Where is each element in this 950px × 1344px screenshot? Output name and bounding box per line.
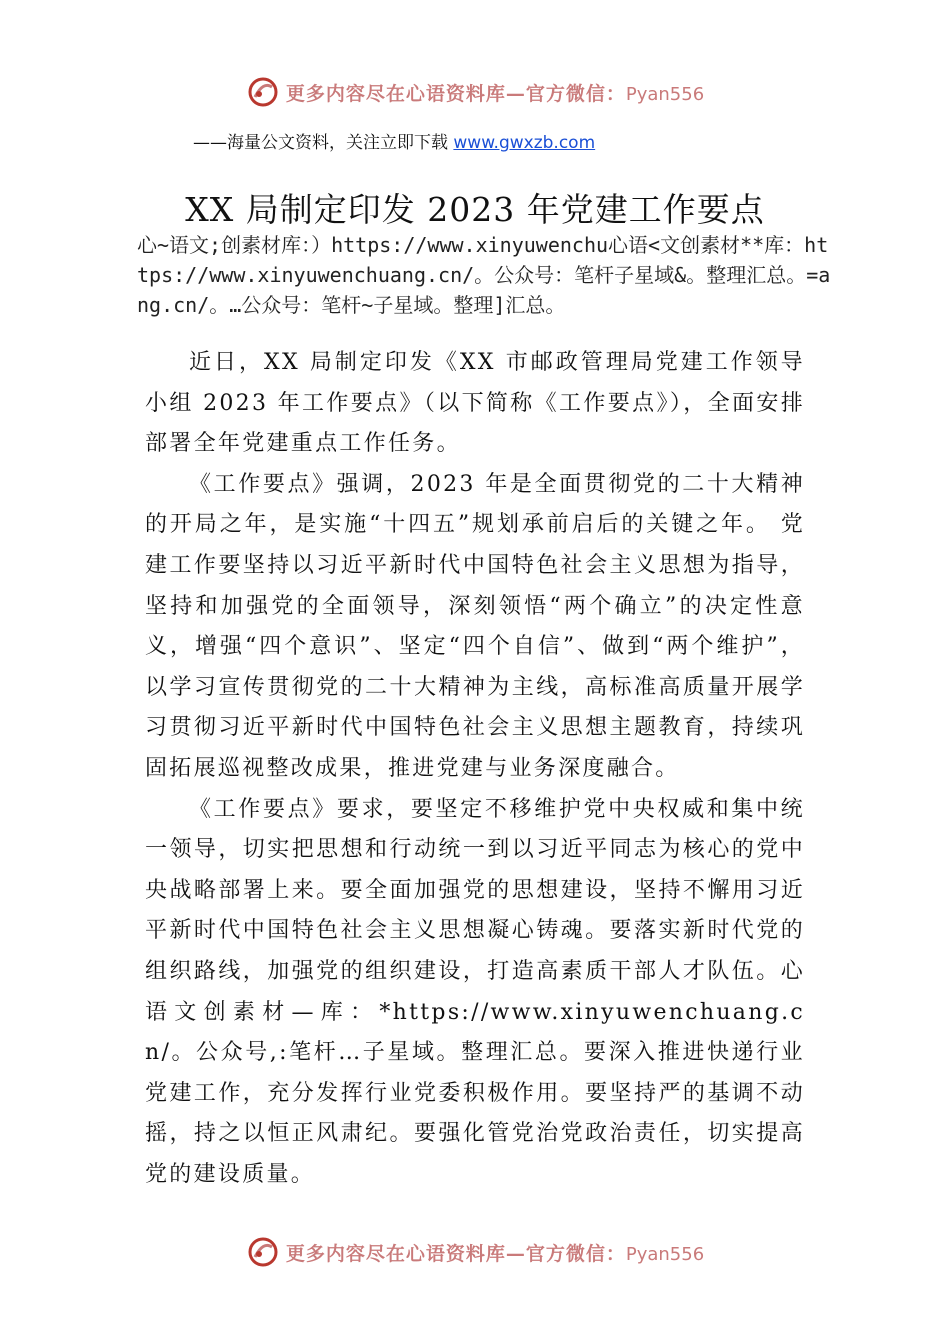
brand-logo-icon: [246, 1235, 280, 1269]
paragraph-2: 《工作要点》强调，2023 年是全面贯彻党的二十大精神的开局之年，是实施“十四五”规划承前启后的关键之年。 党建工作要坚持以习近平新时代中国特色社会主义思想为指导，坚持和加强党的全面领导，深刻领悟“两个确立”的决定性意义，增强“四个意识”、坚定“四个自信”、做到“两个维护”，以学习宣传贯彻党的二十大精神为主线，高标准高质量开展学习贯彻习近平新时代中国特色社会主义思想主题教育，持续巩固拓展巡视整改成果，推进党建与业务深度融合。: [145, 471, 805, 781]
promo-text: ——海量公文资料，关注立即下载: [193, 133, 454, 153]
website-link[interactable]: www.gwxzb.com: [453, 133, 596, 153]
promo-line: [193, 128, 793, 153]
brand-slogan: 更多内容尽在心语资料库—官方微信：Pyan556: [285, 82, 705, 105]
brand-logo-icon: [246, 75, 280, 109]
document-title: XX 局制定印发 2023 年党建工作要点: [185, 190, 765, 229]
brand-slogan: 更多内容尽在心语资料库—官方微信：Pyan556: [285, 1242, 705, 1265]
footer-brand-banner: [0, 1232, 950, 1272]
paragraph-3: 《工作要点》要求，要坚定不移维护党中央权威和集中统一领导，切实把思想和行动统一到以习近平同志为核心的党中央战略部署上来。要全面加强党的思想建设，坚持不懈用习近平新时代中国特色社会主义思想凝心铸魂。要落实新时代党的组织路线，加强党的组织建设，打造高素质干部人才队伍。心语文创素材—库：*https://www.xinyuwenchuang.cn/。公众号,:笔杆…子星域。整理汇总。要深入推进快递行业党建工作，充分发挥行业党委积极作用。要坚持严的基调不动摇，持之以恒正风肃纪。要强化管党治党政治责任，切实提高党的建设质量。: [145, 796, 805, 1187]
paragraph-1: 近日，XX 局制定印发《XX 市邮政管理局党建工作领导小组 2023 年工作要点》（以下简称《工作要点》），全面安排部署全年党建重点工作任务。: [145, 350, 805, 457]
document-body: [145, 343, 805, 1195]
header-brand-banner: [0, 72, 950, 112]
watermark-text: 心~语文;创素材库：）https://www.xinyuwenchu心语<文创素材**库：https://www.xinyuwenchuang.cn/。公众号：笔杆子星域&。整理汇总。=ang.cn/。…公众号：笔杆~子星域。整理]汇总。: [137, 233, 831, 317]
